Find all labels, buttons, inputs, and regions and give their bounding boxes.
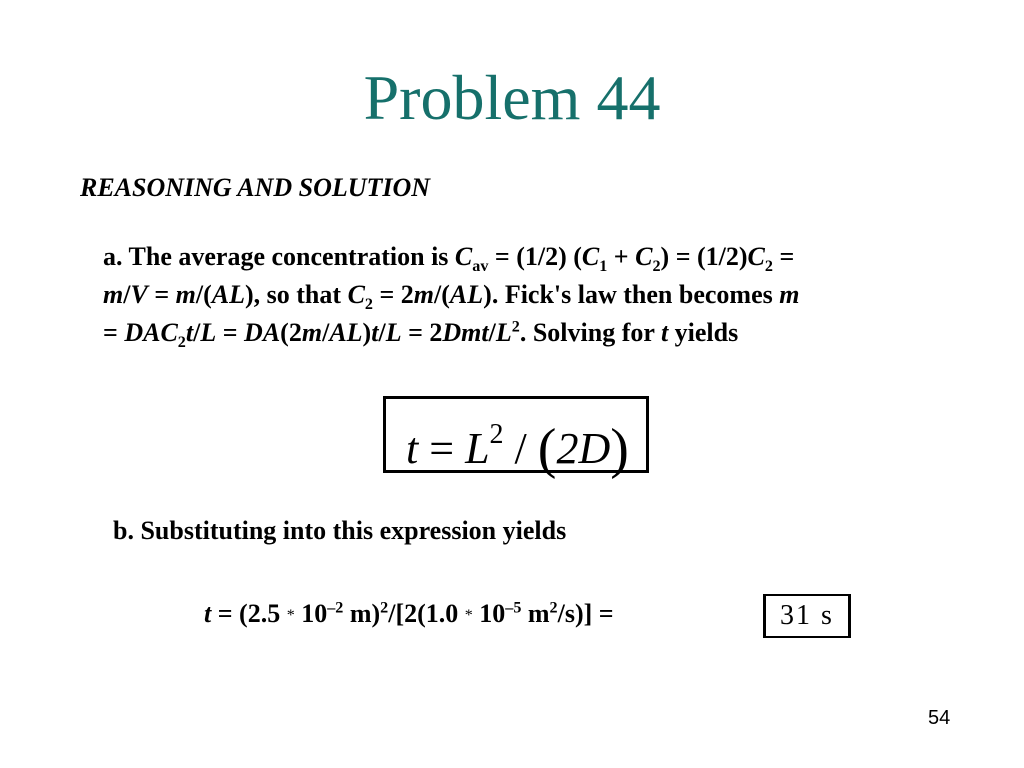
sub-1: 1: [599, 258, 608, 276]
text: = 2: [401, 318, 443, 347]
sub-2: 2: [652, 258, 661, 276]
var-l: L: [495, 318, 512, 347]
answer-box: 31 s: [763, 594, 851, 638]
text: /: [123, 280, 131, 309]
part-b-text: b. Substituting into this expression yields: [113, 516, 567, 545]
sup-2: 2: [511, 318, 520, 336]
formula-slash: /: [503, 424, 538, 473]
sub-av: av: [472, 258, 489, 276]
result-formula-box: [383, 396, 649, 480]
result-formula: [406, 407, 629, 480]
text: 10: [472, 599, 506, 628]
var-c1: C: [581, 242, 600, 271]
var-l: L: [200, 318, 217, 347]
text: /(: [434, 280, 450, 309]
exp: 2: [549, 599, 558, 617]
formula-right-paren: ): [610, 418, 629, 480]
text: 10: [294, 599, 328, 628]
part-a-paragraph: [103, 238, 963, 352]
var-m: m: [779, 280, 800, 309]
part-a-line-2: [103, 276, 963, 314]
formula-equals: =: [418, 424, 466, 473]
text: (2: [280, 318, 302, 347]
text: ): [362, 318, 372, 347]
formula-exponent: 2: [489, 419, 504, 450]
formula-inner: 2D: [556, 424, 611, 473]
text: yields: [668, 318, 739, 347]
page-number: 54: [928, 707, 951, 729]
var-l: L: [385, 318, 402, 347]
text: = (2.5: [211, 599, 287, 628]
var-c: C: [347, 280, 365, 309]
text: ), so that: [245, 280, 348, 309]
calc-var-t: t: [204, 599, 212, 628]
sub-2: 2: [177, 334, 186, 352]
var-al: AL: [449, 280, 484, 309]
var-al: AL: [329, 318, 363, 347]
var-c: C: [454, 242, 473, 271]
multiply-symbol: *: [464, 607, 473, 624]
text: /: [322, 318, 330, 347]
slide-title: Problem 44: [363, 62, 661, 133]
text: = (1/2) (: [488, 242, 582, 271]
sub-2b: 2: [764, 258, 773, 276]
sub-2: 2: [364, 296, 373, 314]
var-dac: DAC: [124, 318, 178, 347]
part-a-line-3: [103, 314, 963, 352]
formula-var-l: L: [465, 424, 490, 473]
text: m: [521, 599, 550, 628]
text: =: [147, 280, 176, 309]
exp: 2: [380, 599, 389, 617]
text: /: [488, 318, 496, 347]
text: /s)] =: [557, 599, 614, 628]
multiply-symbol: *: [286, 607, 295, 624]
var-c2b: C: [747, 242, 765, 271]
text: = 2: [372, 280, 414, 309]
text: =: [216, 318, 245, 347]
text: m): [343, 599, 381, 628]
var-v: V: [130, 280, 148, 309]
text: /: [378, 318, 386, 347]
text: =: [772, 242, 795, 271]
var-c2: C: [635, 242, 653, 271]
exp: –5: [505, 599, 522, 617]
text: /[2(1.0: [388, 599, 465, 628]
var-m: m: [175, 280, 196, 309]
text: /(: [195, 280, 212, 309]
text: ) = (1/2): [660, 242, 748, 271]
formula-var-t: t: [406, 424, 419, 473]
var-t: t: [660, 318, 669, 347]
text: . Solving for: [519, 318, 661, 347]
part-a-line-1: [103, 238, 963, 276]
text: =: [103, 318, 125, 347]
var-t: t: [371, 318, 379, 347]
formula-left-paren: (: [537, 418, 557, 480]
text: /: [193, 318, 201, 347]
text: a. The average concentration is: [103, 242, 455, 271]
var-m: m: [413, 280, 435, 309]
text: ). Fick's law then becomes: [483, 280, 780, 309]
var-m: m: [103, 280, 124, 309]
var-t: t: [185, 318, 194, 347]
var-dmt: Dmt: [442, 318, 489, 347]
var-al: AL: [211, 280, 245, 309]
section-heading: REASONING AND SOLUTION: [80, 173, 431, 202]
calculation-line: [204, 594, 614, 636]
exp: –2: [327, 599, 344, 617]
var-m: m: [301, 318, 323, 347]
var-da: DA: [244, 318, 281, 347]
text: +: [607, 242, 636, 271]
